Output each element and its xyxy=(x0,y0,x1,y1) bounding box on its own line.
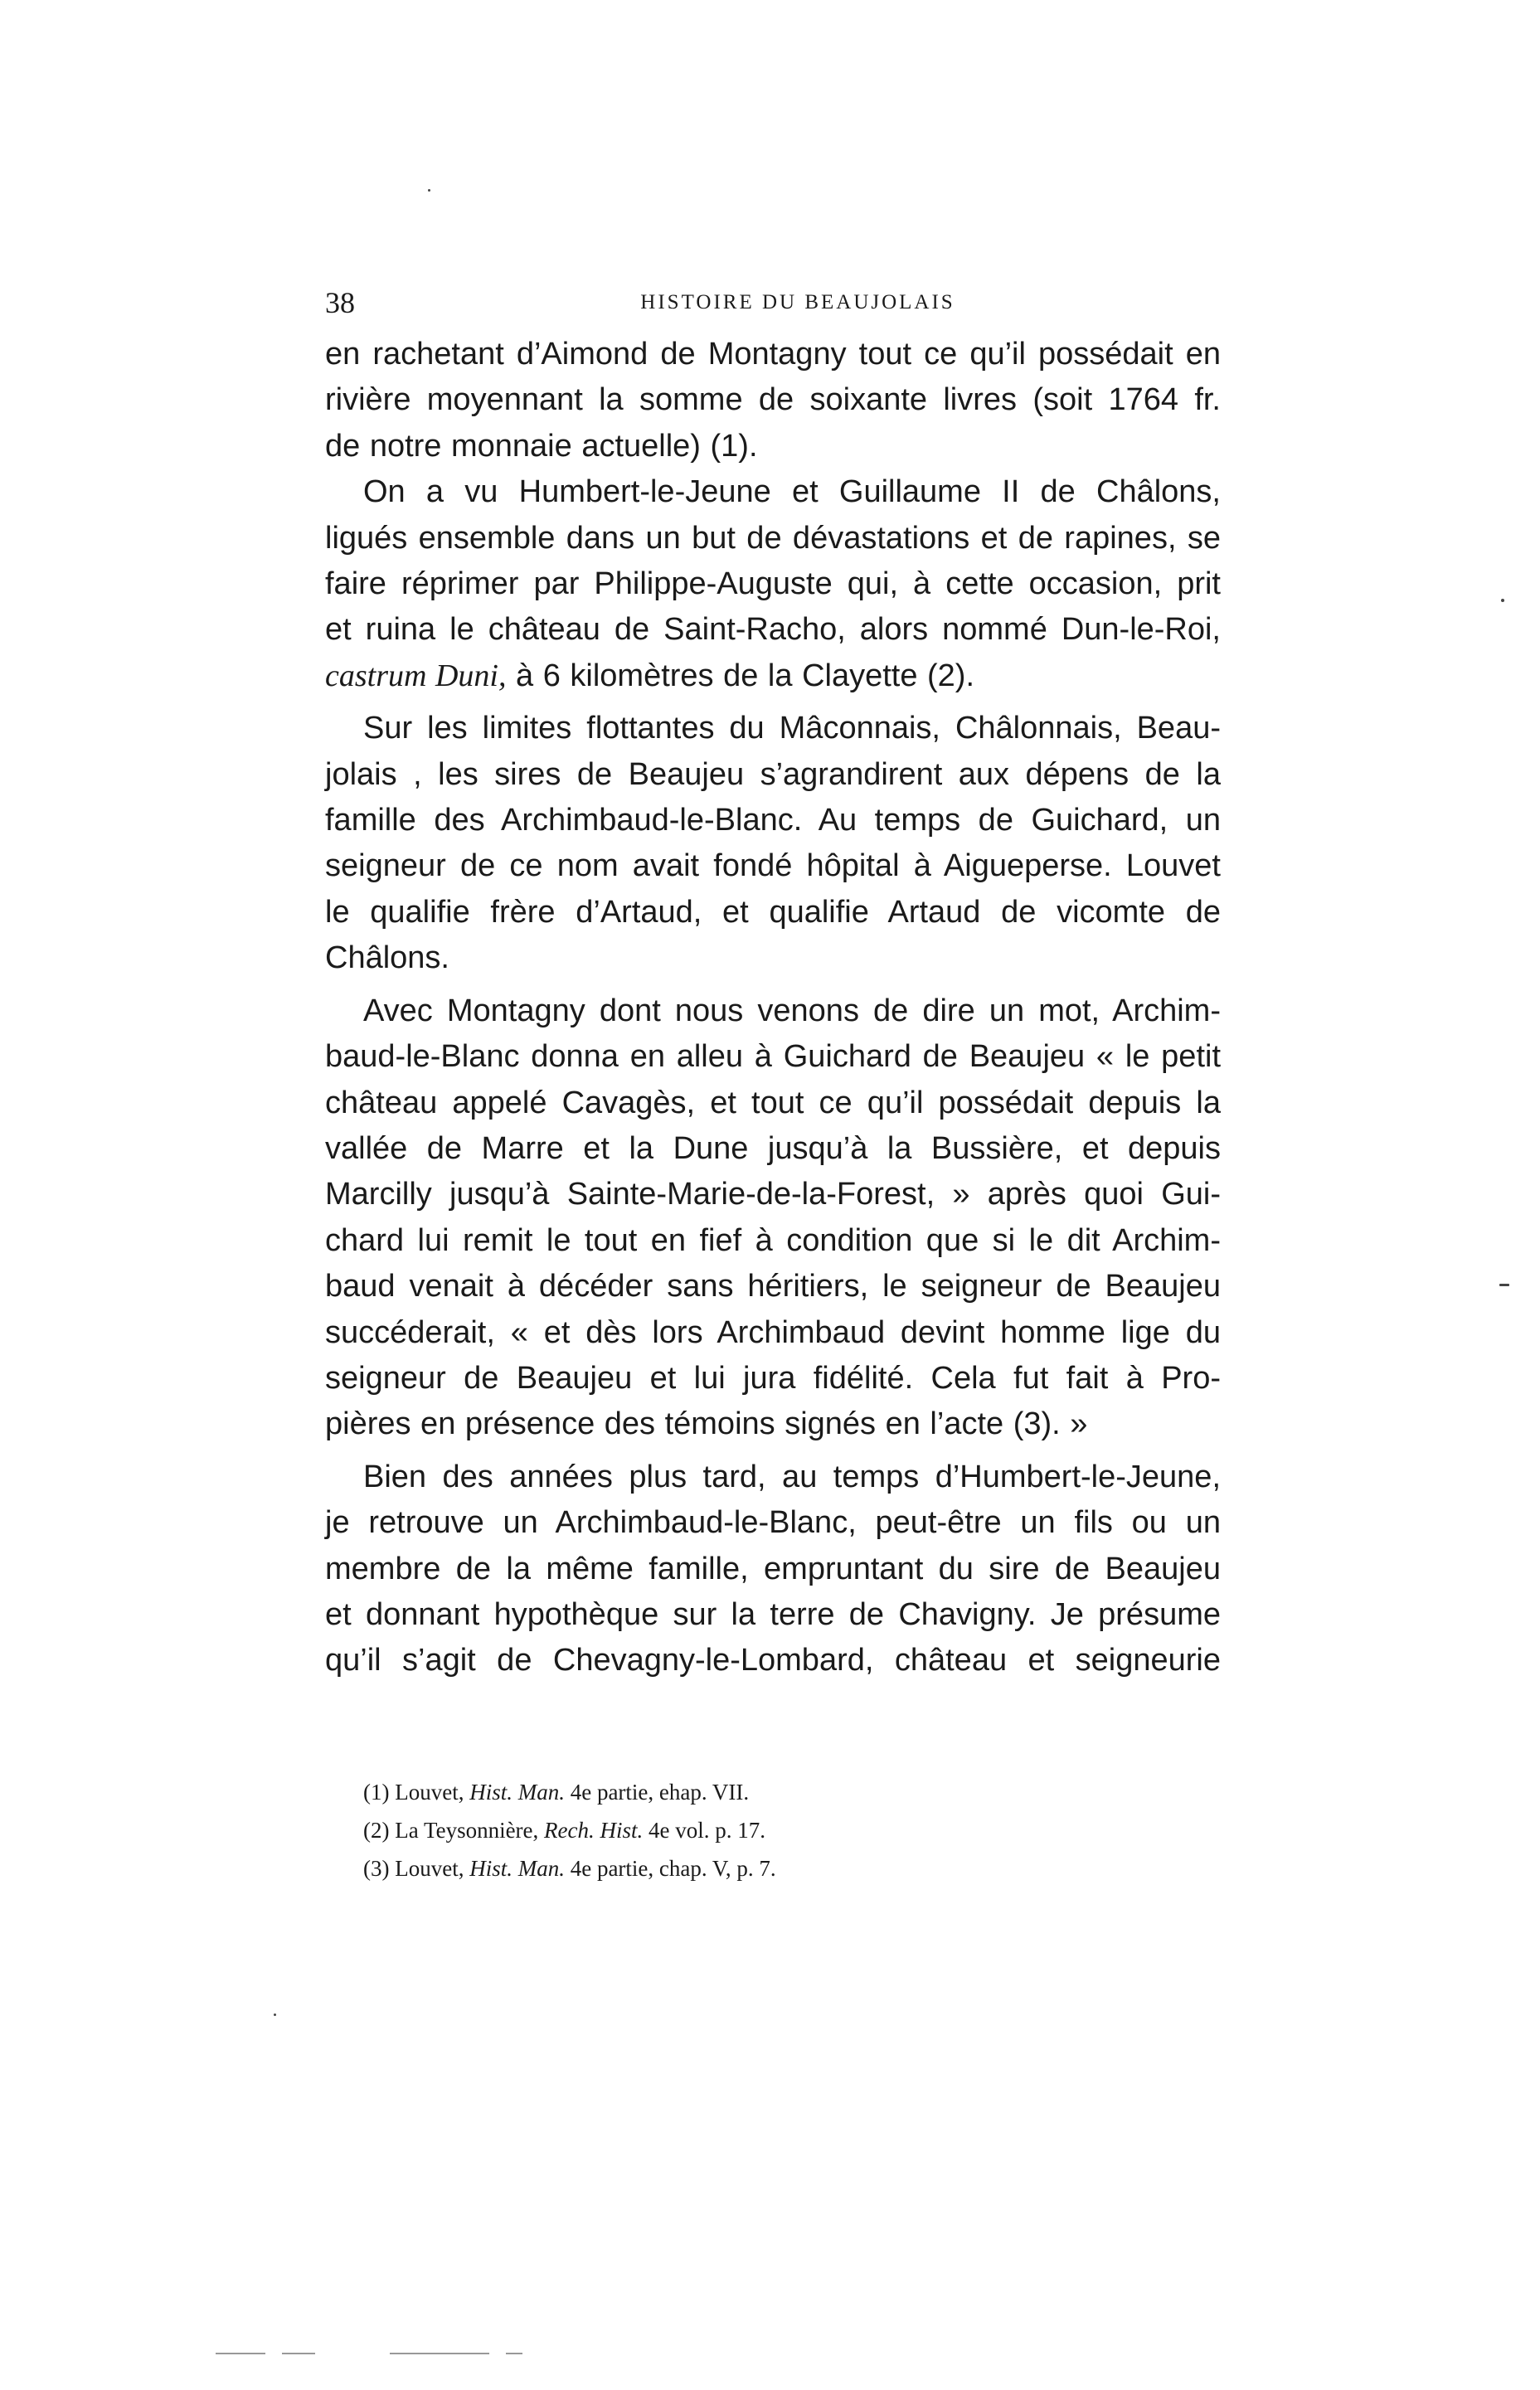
text-line: rivière moyennant la somme de soixante livres (soit 1764 fr. xyxy=(325,382,1221,418)
footnote-3 xyxy=(363,1849,1226,1887)
footnote-number: (1) xyxy=(363,1780,390,1805)
running-title: HISTOIRE DU BEAUJOLAIS xyxy=(640,291,955,313)
scan-speck xyxy=(428,189,430,192)
text-line: château appelé Cavagès, et tout ce qu’il possédait depuis la xyxy=(325,1085,1221,1120)
text-line: de notre monnaie actuelle) (1). xyxy=(325,428,758,464)
text-line: Marcilly jusqu’à Sainte-Marie-de-la-Forest, » après quoi Gui- xyxy=(325,1177,1221,1212)
running-header xyxy=(325,282,1221,323)
text-line: famille des Archimbaud-le-Blanc. Au temps de Guichard, un xyxy=(325,803,1221,838)
footnote-work: Hist. Man. xyxy=(469,1780,565,1805)
text-line: baud venait à décéder sans héritiers, le seigneur de Beaujeu xyxy=(325,1269,1221,1304)
text-line: Châlons. xyxy=(325,940,449,976)
text-line: Avec Montagny dont nous venons de dire un mot, Archim- xyxy=(363,993,1221,1028)
text-fragment: à 6 kilomètres de la Clayette (2). xyxy=(506,658,975,693)
scan-speck xyxy=(274,2014,276,2016)
text-line: ligués ensemble dans un but de dévastations et de rapines, se xyxy=(325,520,1221,556)
footnote-ref: 4e partie, ehap. VII. xyxy=(570,1780,750,1805)
text-line: qu’il s’agit de Chevagny-le-Lombard, château et seigneurie xyxy=(325,1643,1221,1678)
scan-speck xyxy=(1499,1284,1509,1286)
text-line xyxy=(325,653,1221,699)
footnote-number: (2) xyxy=(363,1818,390,1843)
footnote-ref: 4e vol. p. 17. xyxy=(649,1818,766,1843)
text-line: jolais , les sires de Beaujeu s’agrandirent aux dépens de la xyxy=(325,756,1221,792)
text-line: et ruina le château de Saint-Racho, alors nommé Dun-le-Roi, xyxy=(325,612,1221,648)
text-line: en rachetant d’Aimond de Montagny tout ce qu’il possédait en xyxy=(325,337,1221,372)
text-line: faire réprimer par Philippe-Auguste qui, à cette occasion, prit xyxy=(325,566,1221,602)
text-line: baud-le-Blanc donna en alleu à Guichard de Beaujeu « le petit xyxy=(325,1039,1221,1075)
text-line: Bien des années plus tard, au temps d’Humbert-le-Jeune, xyxy=(363,1459,1221,1494)
page-number: 38 xyxy=(325,286,355,319)
footnote-author: Louvet, xyxy=(395,1780,464,1805)
footnotes xyxy=(363,1773,1226,1887)
text-line: On a vu Humbert-le-Jeune et Guillaume II de Châlons, xyxy=(363,474,1221,510)
footnote-work: Hist. Man. xyxy=(469,1856,565,1881)
scan-speck xyxy=(1501,599,1504,602)
footnote-author: Louvet, xyxy=(395,1856,464,1881)
text-line: je retrouve un Archimbaud-le-Blanc, peut-être un fils ou un xyxy=(325,1505,1221,1541)
main-text xyxy=(325,332,1221,1684)
footnote-ref: 4e partie, chap. V, p. 7. xyxy=(570,1856,776,1881)
text-line: membre de la même famille, empruntant du sire de Beaujeu xyxy=(325,1551,1221,1586)
text-line: seigneur de ce nom avait fondé hôpital à Aigueperse. Louvet xyxy=(325,848,1221,884)
text-line: succéderait, « et dès lors Archimbaud devint homme lige du xyxy=(325,1314,1221,1350)
footnote-number: (3) xyxy=(363,1856,390,1881)
text-line: le qualifie frère d’Artaud, et qualifie Artaud de vicomte de xyxy=(325,894,1221,930)
footnote-2 xyxy=(363,1811,1226,1849)
footnote-work: Rech. Hist. xyxy=(544,1818,644,1843)
text-line: chard lui remit le tout en fief à condition que si le dit Archim- xyxy=(325,1222,1221,1258)
text-line: seigneur de Beaujeu et lui jura fidélité. Cela fut fait à Pro- xyxy=(325,1360,1221,1396)
text-line: et donnant hypothèque sur la terre de Chavigny. Je présume xyxy=(325,1596,1221,1632)
scan-edge-mark xyxy=(506,2353,522,2354)
scan-edge-mark xyxy=(282,2353,315,2354)
italic-latin-name: castrum Duni, xyxy=(325,658,507,693)
footnote-1 xyxy=(363,1773,1226,1811)
text-line: pières en présence des témoins signés en l’acte (3). » xyxy=(325,1406,1088,1442)
text-line: vallée de Marre et la Dune jusqu’à la Bussière, et depuis xyxy=(325,1130,1221,1166)
scan-edge-mark xyxy=(390,2353,489,2354)
text-line: Sur les limites flottantes du Mâconnais, Châlonnais, Beau- xyxy=(363,711,1221,746)
footnote-author: La Teysonnière, xyxy=(395,1818,539,1843)
scan-edge-mark xyxy=(216,2353,265,2354)
